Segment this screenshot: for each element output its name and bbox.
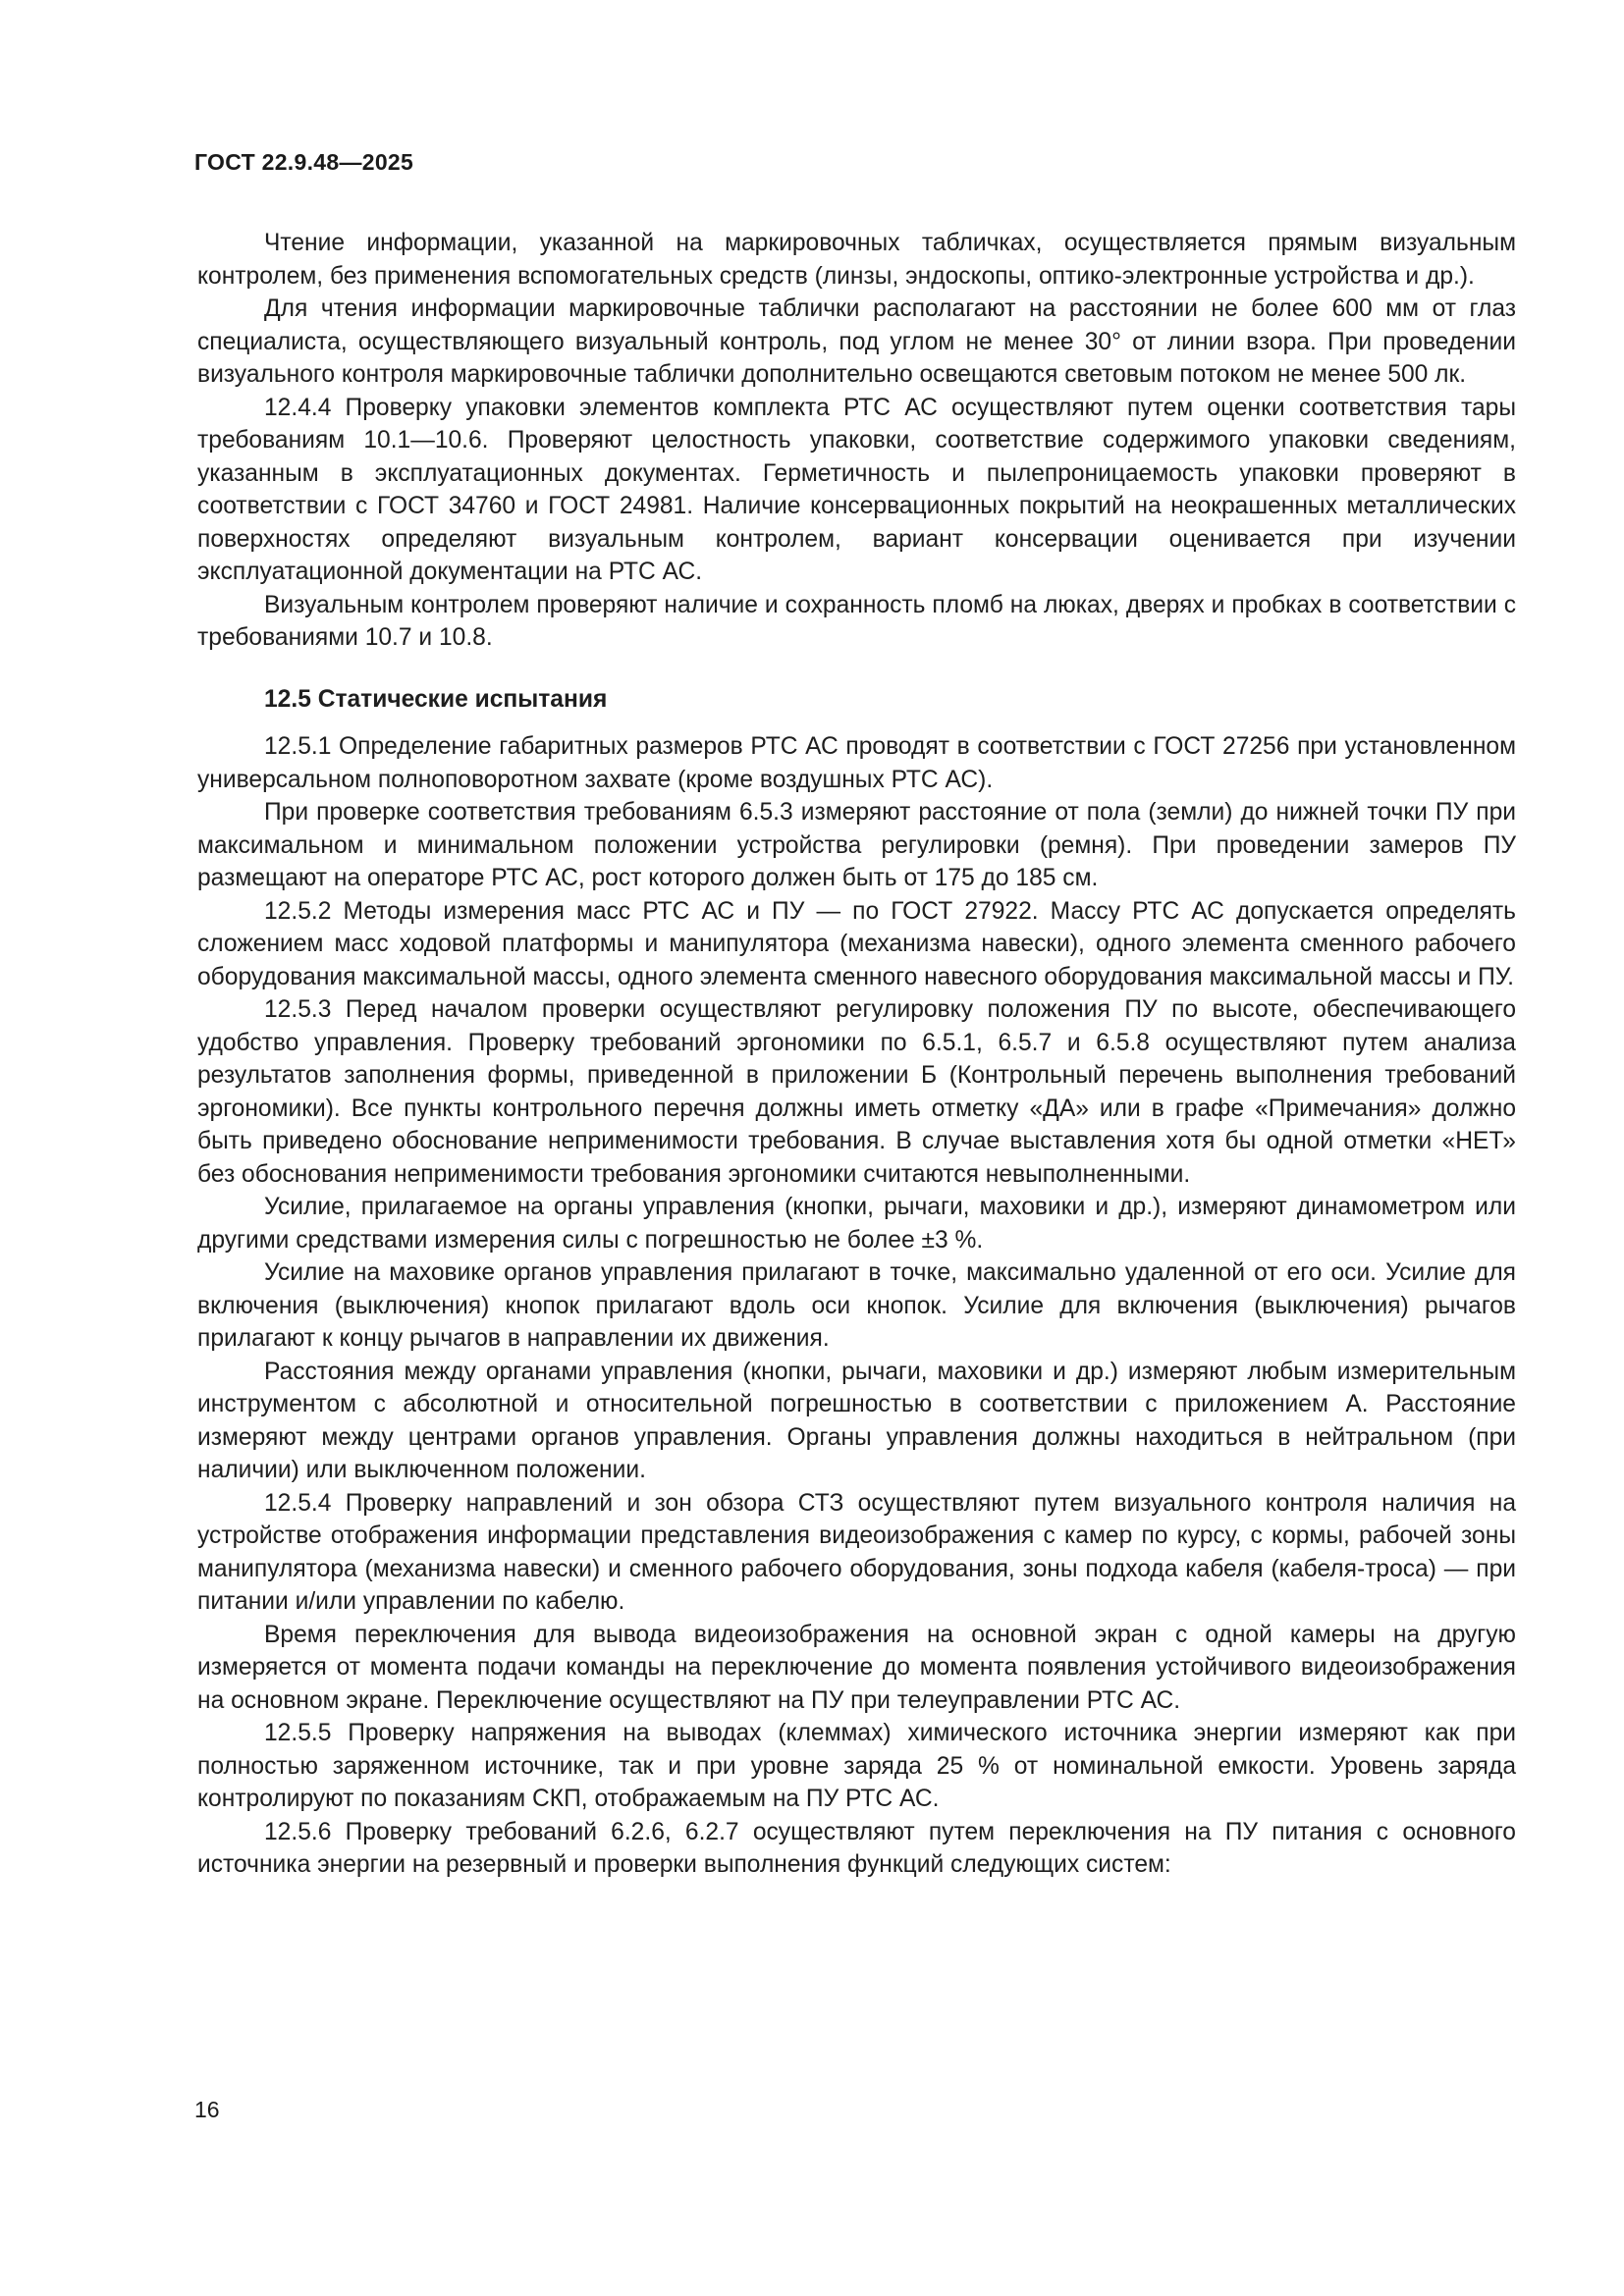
paragraph: Визуальным контролем проверяют наличие и сохранность пломб на люках, дверях и пробках в соответствии с требованиями 10.7 и 10.8. (197, 591, 1516, 651)
paragraph: 12.4.4 Проверку упаковки элементов комплекта РТС АС осуществляют путем оценки соответствия тары требованиям 10.1—10.6. Проверяют целостность упаковки, соответствие содержимого упаковки сведениям, указанным в эксплуатационных документах. Герметичность и пылепроницаемость упаковки проверяют в соответствии с ГОСТ 34760 и ГОСТ 24981. Наличие консервационных покрытий на неокрашенных металлических поверхностях определяют визуальным контролем, вариант консервации оценивается при изучении эксплуатационной документации на РТС АС. (197, 394, 1516, 585)
paragraph: Время переключения для вывода видеоизображения на основной экран с одной камеры на другую измеряется от момента подачи команды на переключение до момента появления устойчивого видеоизображения на основном экране. Переключение осуществляют на ПУ при телеуправлении РТС АС. (197, 1621, 1516, 1714)
paragraph: 12.5.3 Перед началом проверки осуществляют регулировку положения ПУ по высоте, обеспечивающего удобство управления. Проверку требований эргономики по 6.5.1, 6.5.7 и 6.5.8 осуществляют путем анализа результатов заполнения формы, приведенной в приложении Б (Контрольный перечень выполнения требований эргономики). Все пункты контрольного перечня должны иметь отметку «ДА» или в графе «Примечания» должно быть приведено обоснование неприменимости требования. В случае выставления хотя бы одной отметки «НЕТ» без обоснования неприменимости требования эргономики считаются невыполненными. (197, 996, 1516, 1188)
paragraph: 12.5.5 Проверку напряжения на выводах (клеммах) химического источника энергии измеряют как при полностью заряженном источнике, так и при уровне заряда 25 % от номинальной емкости. Уровень заряда контролируют по показаниям СКП, отображаемым на ПУ РТС АС. (197, 1720, 1516, 1812)
page-number: 16 (194, 2097, 220, 2122)
paragraph: 12.5.1 Определение габаритных размеров РТС АС проводят в соответствии с ГОСТ 27256 при установленном универсальном полноповоротном захвате (кроме воздушных РТС АС). (197, 733, 1516, 793)
paragraph: 12.5.4 Проверку направлений и зон обзора СТЗ осуществляют путем визуального контроля наличия на устройстве отображения информации представления видеоизображения с камер по курсу, с кормы, рабочей зоны манипулятора (механизма навески) и сменного рабочего оборудования, зоны подхода кабеля (кабеля-троса) — при питании и/или управлении по кабелю. (197, 1489, 1516, 1615)
document-body (197, 227, 1516, 1882)
paragraph: При проверке соответствия требованиям 6.5.3 измеряют расстояние от пола (земли) до нижней точки ПУ при максимальном и минимальном положении устройства регулировки (ремня). При проведении замеров ПУ размещают на операторе РТС АС, рост которого должен быть от 175 до 185 см. (197, 799, 1516, 891)
paragraph: 12.5.6 Проверку требований 6.2.6, 6.2.7 осуществляют путем переключения на ПУ питания с основного источника энергии на резервный и проверки выполнения функций следующих систем: (197, 1818, 1516, 1878)
paragraph: Усилие на маховике органов управления прилагают в точке, максимально удаленной от его оси. Усилие для включения (выключения) кнопок прилагают вдоль оси кнопок. Усилие для включения (выключения) рычагов прилагают к концу рычагов в направлении их движения. (197, 1259, 1516, 1352)
section-heading: 12.5 Статические испытания (264, 685, 608, 713)
paragraph: Расстояния между органами управления (кнопки, рычаги, маховики и др.) измеряют любым измерительным инструментом с абсолютной и относительной погрешностью в соответствии с приложением А. Расстояние измеряют между центрами органов управления. Органы управления должны находиться в нейтральном (при наличии) или выключенном положении. (197, 1358, 1516, 1483)
paragraph: Чтение информации, указанной на маркировочных табличках, осуществляется прямым визуальным контролем, без применения вспомогательных средств (линзы, эндоскопы, оптико-электронные устройства и др.). (197, 230, 1516, 290)
paragraph: 12.5.2 Методы измерения масс РТС АС и ПУ — по ГОСТ 27922. Массу РТС АС допускается определять сложением масс ходовой платформы и манипулятора (механизма навески), одного элемента сменного рабочего оборудования максимальной массы, одного элемента сменного навесного оборудования максимальной массы и ПУ. (197, 897, 1516, 990)
page-header-doc-code: ГОСТ 22.9.48—2025 (194, 149, 414, 175)
paragraph: Усилие, прилагаемое на органы управления (кнопки, рычаги, маховики и др.), измеряют динамометром или другими средствами измерения силы с погрешностью не более ±3 %. (197, 1194, 1516, 1254)
paragraph: Для чтения информации маркировочные таблички располагают на расстоянии не более 600 мм от глаз специалиста, осуществляющего визуальный контроль, под углом не менее 30° от линии взора. При проведении визуального контроля маркировочные таблички дополнительно освещаются световым потоком не менее 500 лк. (197, 295, 1516, 388)
